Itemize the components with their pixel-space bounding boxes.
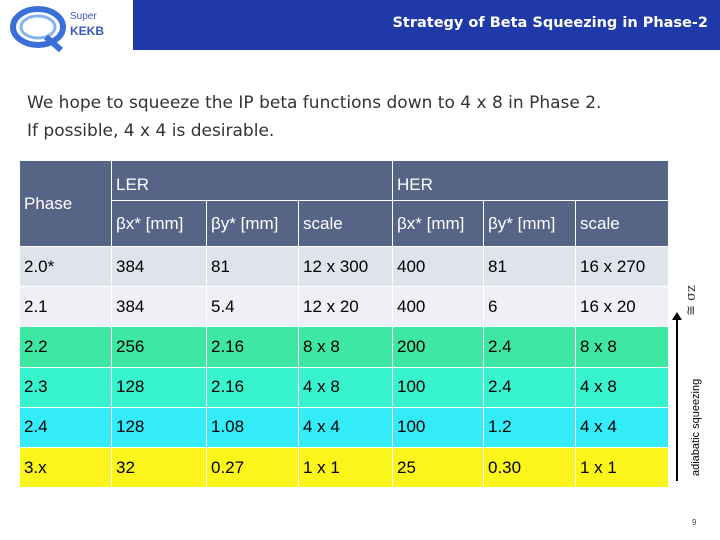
ler-header: LER [112, 161, 393, 201]
table-cell-phase: 3.x [20, 448, 112, 488]
squeezing-arrow-shaft [676, 318, 678, 481]
superkekb-logo [6, 4, 128, 54]
table-cell-ler-by: 1.08 [207, 408, 299, 448]
table-cell-phase: 2.3 [20, 368, 112, 408]
intro-line-2: If possible, 4 x 4 is desirable. [27, 121, 275, 141]
table-cell-her-by: 6 [484, 287, 576, 327]
column-header: βx* [mm] [112, 201, 207, 247]
table-cell-ler-by: 2.16 [207, 368, 299, 408]
logo-icon [6, 4, 128, 54]
table-cell-her-scale: 16 x 20 [576, 287, 669, 327]
table-cell-her-by: 1.2 [484, 408, 576, 448]
table-cell-ler-by: 81 [207, 247, 299, 287]
table-cell-ler-bx: 384 [112, 287, 207, 327]
table-cell-ler-scale: 4 x 8 [299, 368, 393, 408]
table-cell-phase: 2.4 [20, 408, 112, 448]
table-cell-her-by: 2.4 [484, 368, 576, 408]
table-cell-ler-bx: 128 [112, 408, 207, 448]
table-cell-her-by: 81 [484, 247, 576, 287]
table-cell-phase: 2.2 [20, 327, 112, 367]
table-cell-ler-bx: 32 [112, 448, 207, 488]
table-cell-ler-scale: 12 x 300 [299, 247, 393, 287]
table-cell-ler-by: 2.16 [207, 327, 299, 367]
table-cell-her-scale: 16 x 270 [576, 247, 669, 287]
page-number: 9 [692, 518, 697, 527]
column-header: scale [299, 201, 393, 247]
table-cell-ler-scale: 1 x 1 [299, 448, 393, 488]
adiabatic-squeezing-label: adiabatic squeezing [690, 378, 702, 476]
table-cell-her-bx: 200 [393, 327, 484, 367]
table-cell-phase: 2.1 [20, 287, 112, 327]
table-cell-ler-scale: 4 x 4 [299, 408, 393, 448]
table-cell-ler-by: 0.27 [207, 448, 299, 488]
slide-title: Strategy of Beta Squeezing in Phase-2 [392, 15, 708, 31]
table-cell-ler-bx: 384 [112, 247, 207, 287]
table-cell-phase: 2.0* [20, 247, 112, 287]
table-cell-her-bx: 400 [393, 247, 484, 287]
column-header: βy* [mm] [484, 201, 576, 247]
table-cell-her-scale: 8 x 8 [576, 327, 669, 367]
column-header: scale [576, 201, 669, 247]
table-cell-her-scale: 4 x 4 [576, 408, 669, 448]
intro-line-1: We hope to squeeze the IP beta functions down to 4 x 8 in Phase 2. [27, 93, 602, 113]
column-header: βx* [mm] [393, 201, 484, 247]
column-header: βy* [mm] [207, 201, 299, 247]
logo-text-kekb: KEKB [70, 24, 105, 38]
header-band [133, 0, 720, 50]
table-cell-her-bx: 100 [393, 408, 484, 448]
logo-text-super: Super [70, 11, 97, 22]
table-cell-ler-by: 5.4 [207, 287, 299, 327]
phase-header: Phase [20, 161, 112, 247]
table-cell-ler-bx: 128 [112, 368, 207, 408]
table-cell-ler-scale: 8 x 8 [299, 327, 393, 367]
approx-sigma-z-label: ≅ σz [683, 285, 699, 316]
table-cell-ler-scale: 12 x 20 [299, 287, 393, 327]
table-cell-her-by: 0.30 [484, 448, 576, 488]
table-cell-her-bx: 400 [393, 287, 484, 327]
table-cell-her-bx: 100 [393, 368, 484, 408]
table-cell-her-scale: 1 x 1 [576, 448, 669, 488]
table-cell-her-by: 2.4 [484, 327, 576, 367]
table-cell-ler-bx: 256 [112, 327, 207, 367]
her-header: HER [393, 161, 669, 201]
table-cell-her-bx: 25 [393, 448, 484, 488]
table-cell-her-scale: 4 x 8 [576, 368, 669, 408]
intro-text [27, 89, 601, 145]
beta-table [20, 161, 669, 488]
